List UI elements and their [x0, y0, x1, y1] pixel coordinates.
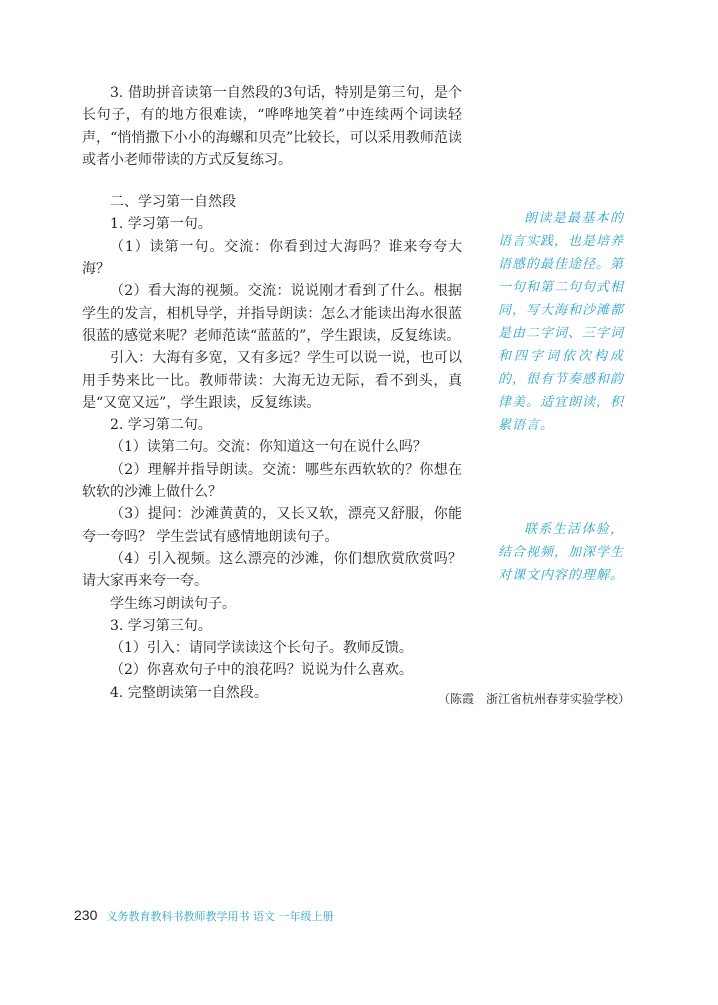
page-number: 230	[74, 907, 98, 923]
paragraph: （3）提问：沙滩黄黄的，又长又软，漂亮又舒服，你能夸一夸吗？ 学生尝试有感情地朗读句子。	[82, 506, 462, 545]
paragraph: 3. 学习第三句。	[110, 617, 212, 634]
paragraph: 1. 学习第一句。	[110, 216, 212, 233]
paragraph: （1）读第二句。交流：你知道这一句在说什么吗？	[110, 439, 427, 456]
paragraph: （1）引入：请同学读读这个长句子。教师反馈。	[110, 640, 413, 657]
book-title: 义务教育教科书教师教学用书 语文 一年级上册	[106, 910, 334, 923]
paragraph: 引入：大海有多宽，又有多远？学生可以说一说，也可以用手势来比一比。教师带读：大海无边无际，看不到头，真是“又宽又远”，学生跟读，反复练读。	[82, 350, 462, 411]
paragraph: 4. 完整朗读第一自然段。	[110, 684, 268, 701]
paragraph: （4）引入视频。这么漂亮的沙滩，你们想欣赏欣赏吗？请大家再来夸一夸。	[82, 550, 462, 590]
paragraph: 2. 学习第二句。	[110, 417, 212, 434]
page-footer	[74, 906, 333, 926]
author-signature: （陈霞 浙江省杭州春芽实验学校）	[437, 692, 630, 706]
margin-note: 联系生活体验，结合视频，加深学生对课文内容的理解。	[498, 522, 625, 583]
paragraph: 3. 借助拼音读第一自然段的3句话，特别是第三句，是个长句子，有的地方很难读，“哗哗地笑着”中连续两个词读轻声，“悄悄撒下小小的海螺和贝壳”比较长，可以采用教师范读或者小老师带读的方式反复练习。	[82, 85, 462, 168]
paragraph: （2）你喜欢句子中的浪花吗？说说为什么喜欢。	[110, 662, 413, 679]
paragraph: （1）读第一句。交流：你看到过大海吗？谁来夸夸大海？	[82, 238, 462, 278]
margin-note: 朗读是最基本的语言实践，也是培养语感的最佳途径。第一句和第二句句式相同，写大海和沙滩都是由二字词、三字词和四字词依次构成的，很有节奏感和韵律美。适宜朗读，积累语言。	[498, 211, 625, 433]
section-heading: 二、学习第一自然段	[110, 194, 236, 211]
main-text	[82, 82, 462, 704]
paragraph: （2）理解并指导朗读。交流：哪些东西软软的？你想在软软的沙滩上做什么？	[82, 461, 462, 501]
paragraph: （2）看大海的视频。交流：说说刚才看到了什么。根据学生的发言，相机导学，并指导朗读：怎么才能读出海水很蓝很蓝的感觉来呢？老师范读“蓝蓝的”，学生跟读，反复练读。	[82, 283, 462, 344]
paragraph: 学生练习朗读句子。	[110, 595, 236, 612]
